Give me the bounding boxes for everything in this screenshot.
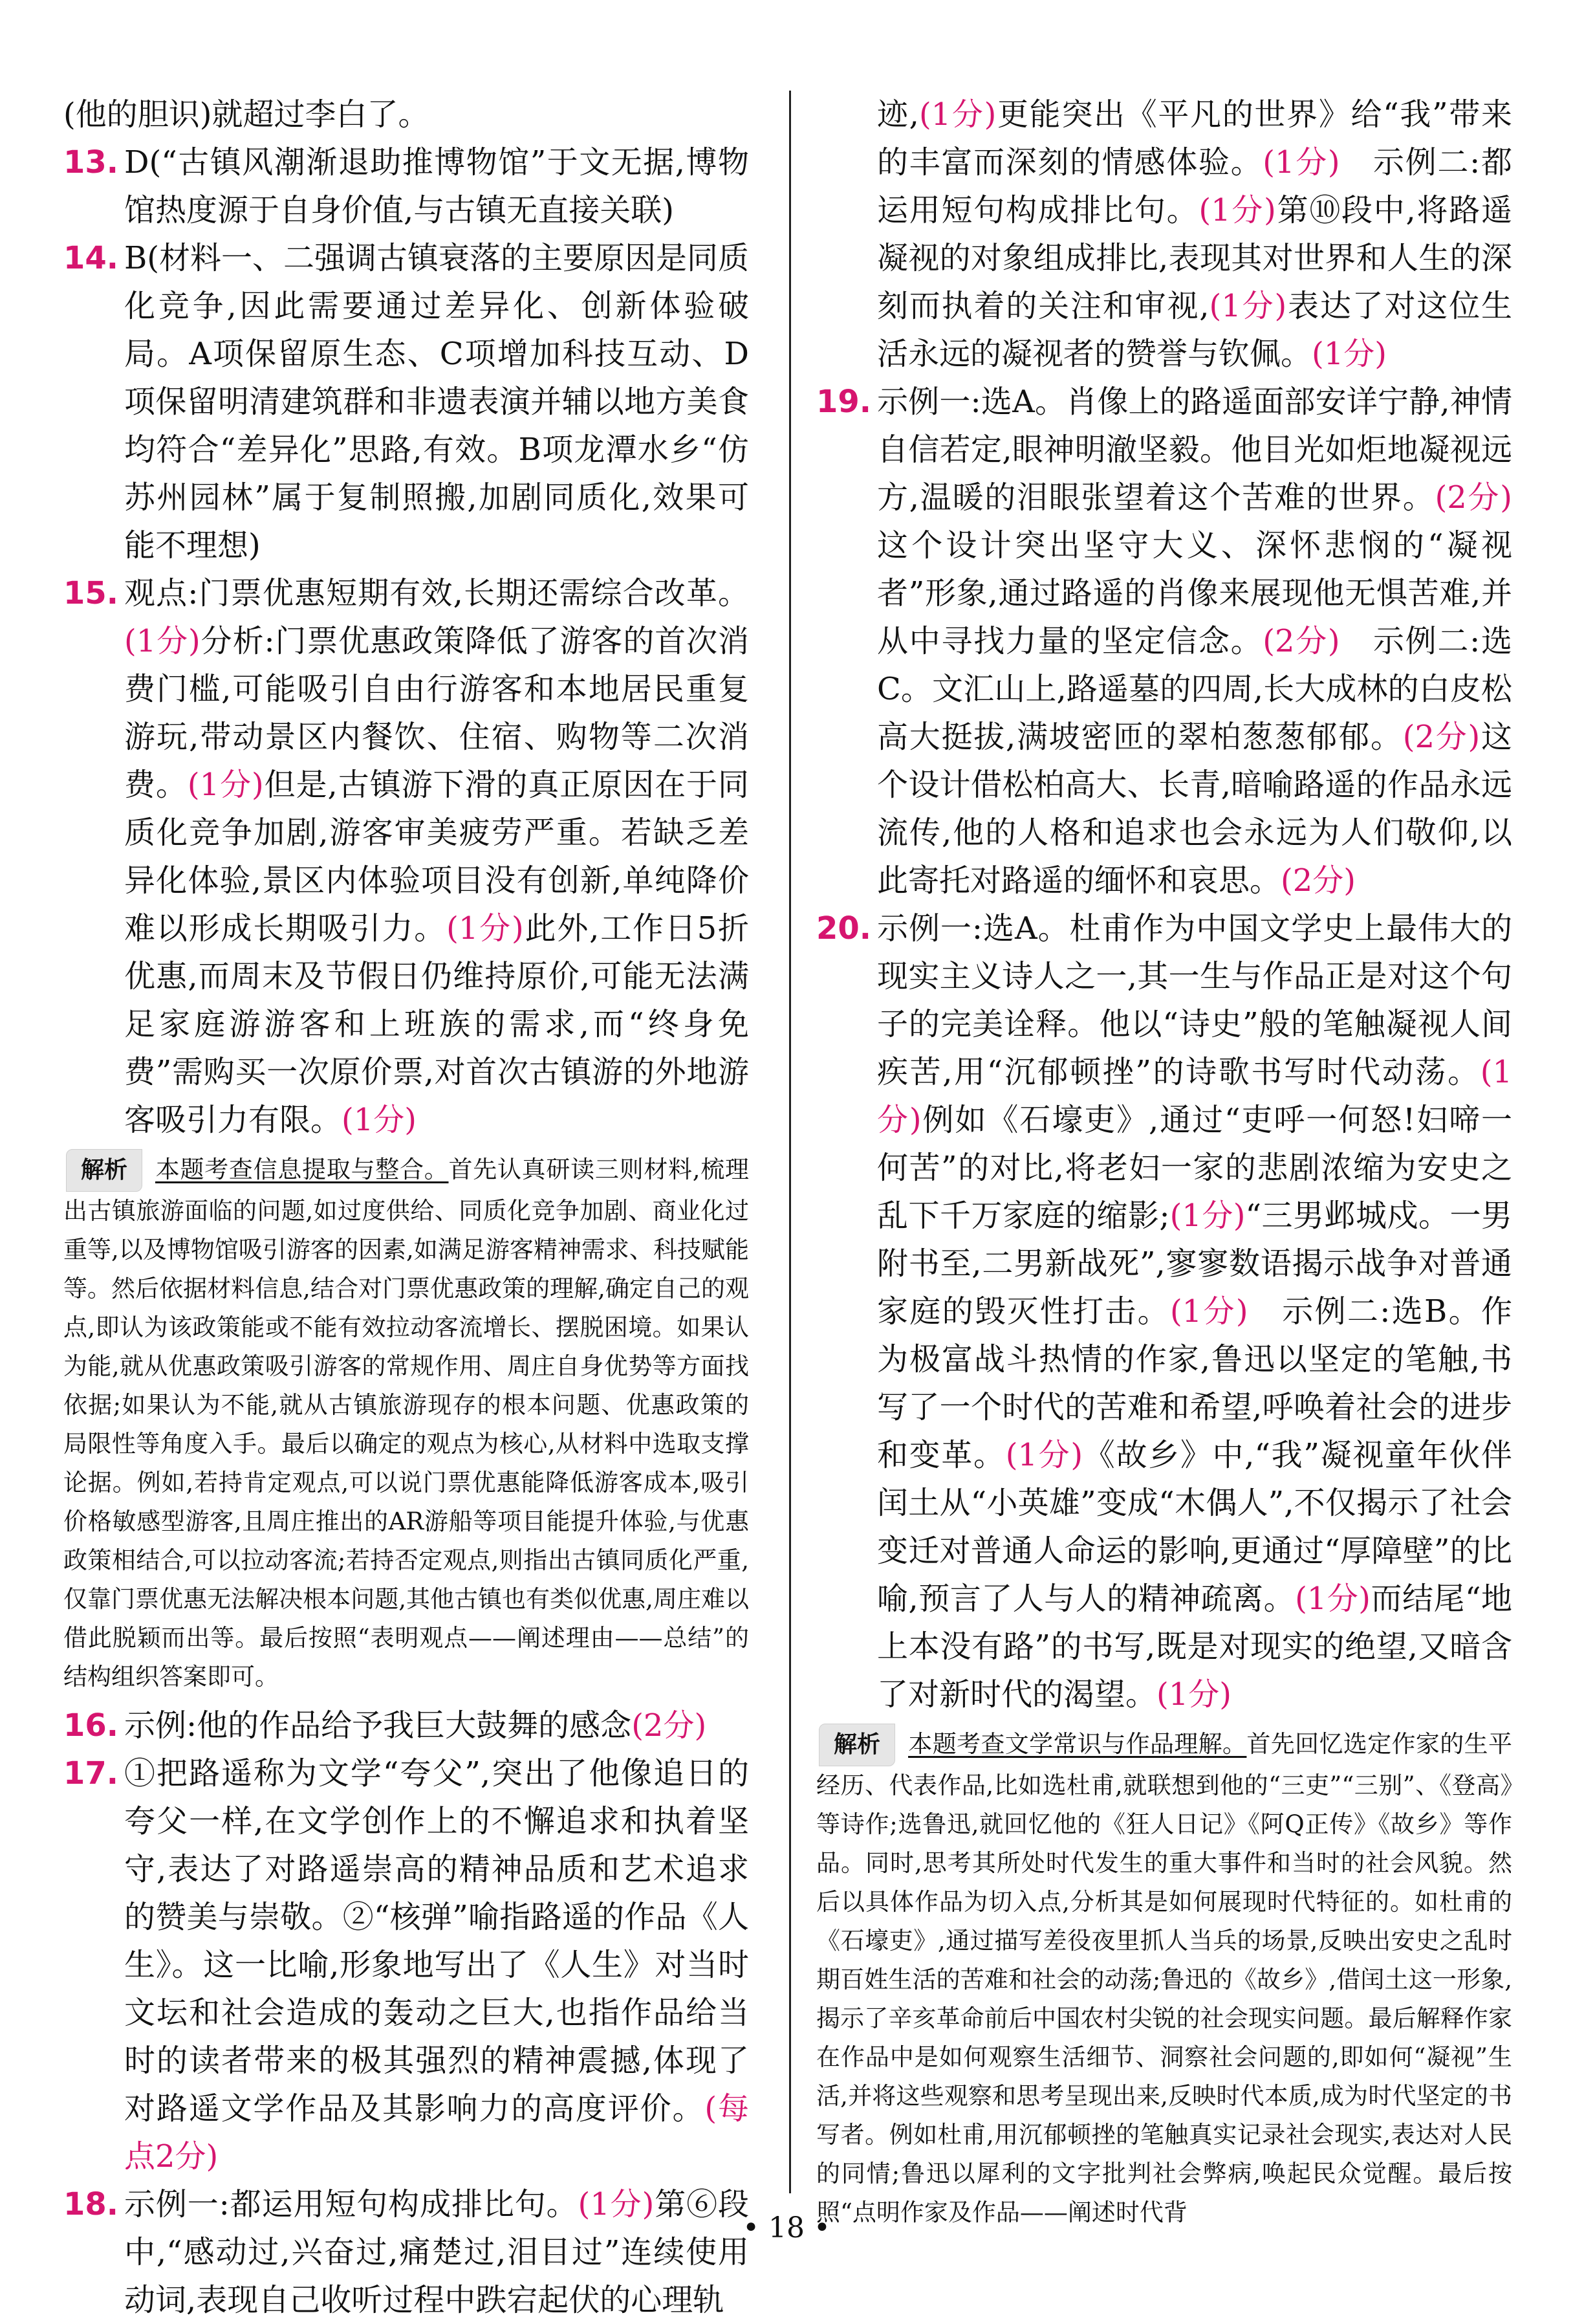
answer-text: 这个设计借松柏高大、长青,暗喻路遥的作品永远流传,他的人格和追求也会永远为人们敬仰,以此寄托对路遥的缅怀和哀思。 [877, 719, 1512, 899]
question-number: 19. [816, 384, 872, 420]
score-mark: (2分) [631, 1707, 707, 1744]
score-mark: (1分) [1156, 1676, 1232, 1713]
question-number: 14. [63, 240, 119, 276]
answer-text: 但是,古镇游下滑的真正原因在于同质化竞争加剧,游客审美疲劳严重。若缺乏差异化体验,景区内体验项目没有创新,单纯降价难以形成长期吸引力。 [124, 767, 749, 947]
analysis-block-2 [816, 1724, 1512, 2232]
score-mark: (1分) [446, 910, 524, 947]
question-number: 20. [816, 910, 872, 947]
answer-text: 此外,工作日5折优惠,而周末及节假日仍维持原价,可能无法满足家庭游游客和上班族的需求,而“终身免费”需购买一次原价票,对首次古镇游的外地游客吸引力有限。 [124, 910, 749, 1138]
right-column [816, 91, 1512, 2237]
score-mark: (1分) [1295, 1581, 1371, 1617]
score-mark: (1分) [578, 2186, 655, 2222]
score-mark: (1分) [1169, 1198, 1246, 1234]
answer-text: D(“古镇风潮渐退助推博物馆”于文无据,博物馆热度源于自身价值,与古镇无直接关联) [124, 144, 749, 228]
left-column [63, 91, 749, 2324]
answer-text: 示例二:都运用短句构成排比句。 [877, 144, 1512, 228]
answer-text: B(材料一、二强调古镇衰落的主要原因是同质化竞争,因此需要通过差异化、创新体验破局。A项保留原生态、C项增加科技互动、D项保留明清建筑群和非遗表演并辅以地方美食均符合“差异化”思路,有效。B项龙潭水乡“仿苏州园林”属于复制照搬,加剧同质化,效果可能不理想) [124, 240, 750, 564]
answer-text: 迹, [877, 96, 919, 133]
answer-text: ①把路遥称为文学“夸父”,突出了他像追日的夸父一样,在文学创作上的不懈追求和执着坚守,表达了对路遥崇高的精神品质和艺术追求的赞美与崇敬。②“核弹”喻指路遥的作品《人生》。这一比喻,形象地写出了《人生》对当时文坛和社会造成的轰动之巨大,也指作品给当时的读者带来的极其强烈的精神震撼,体现了对路遥文学作品及其影响力的高度评价。 [124, 1755, 749, 2127]
question-number: 17. [63, 1755, 119, 1792]
answer-text: 示例一:选A。杜甫作为中国文学史上最伟大的现实主义诗人之一,其一生与作品正是对这个句子的完美诠释。他以“诗史”般的笔触凝视人间疾苦,用“沉郁顿挫”的诗歌书写时代动荡。 [877, 910, 1512, 1090]
score-mark: (1分) [918, 96, 997, 133]
answer-text: 示例一:选A。肖像上的路遥面部安详宁静,神情自信若定,眼神明澈坚毅。他目光如炬地凝视远方,温暖的泪眼张望着这个苦难的世界。 [877, 384, 1512, 516]
answer-text: 《故乡》中,“我”凝视童年伙伴闰土从“小英雄”变成“木偶人”,不仅揭示了社会变迁对普通人命运的影响,更通过“厚障壁”的比喻,预言了人与人的精神疏离。 [877, 1437, 1512, 1617]
answer-text: 示例:他的作品给予我巨大鼓舞的感念 [124, 1707, 632, 1744]
analysis-lead: 本题考查信息提取与整合。 [155, 1156, 449, 1183]
question-18 [63, 2180, 749, 2324]
question-13 [63, 138, 749, 234]
analysis-text: 首先认真研读三则材料,梳理出古镇旅游面临的问题,如过度供给、同质化竞争加剧、商业化过重等,以及博物馆吸引游客的因素,如满足游客精神需求、科技赋能等。然后依据材料信息,结合对门票优惠政策的理解,确定自己的观点,即认为该政策能或不能有效拉动客流增长、摆脱困境。如果认为能,就从优惠政策吸引游客的常规作用、周庄自身优势等方面找依据;如果认为不能,就从古镇旅游现存的根本问题、优惠政策的局限性等角度入手。最后以确定的观点为核心,从材料中选取支撑论据。例如,若持肯定观点,可以说门票优惠能降低游客成本,吸引价格敏感型游客,且周庄推出的AR游船等项目能提升体验,与优惠政策相结合,可以拉动客流;若持否定观点,则指出古镇同质化严重,仅靠门票优惠无法解决根本问题,其他古镇也有类似优惠,周庄难以借此脱颖而出等。最后按照“表明观点——阐述理由——总结”的结构组织答案即可。 [63, 1156, 750, 1691]
score-mark: (每点2分) [124, 2090, 749, 2175]
question-19 [816, 378, 1512, 904]
score-mark: (1分) [1199, 192, 1276, 228]
analysis-tag: 解析 [819, 1724, 895, 1766]
analysis-lead: 本题考查文学常识与作品理解。 [908, 1730, 1247, 1758]
score-mark: (1分) [1005, 1437, 1083, 1473]
answer-text: 示例一:都运用短句构成排比句。 [124, 2186, 578, 2222]
score-mark: (1分) [877, 1054, 1512, 1138]
analysis-text: 首先回忆选定作家的生平经历、代表作品,比如选杜甫,就联想到他的“三吏”“三别”、《登高》等诗作;选鲁迅,就回忆他的《狂人日记》《阿Q正传》《故乡》等作品。同时,思考其所处时代发生的重大事件和当时的社会风貌。然后以具体作品为切入点,分析其是如何展现时代特征的。如杜甫的《石壕吏》,通过描写差役夜里抓人当兵的场景,反映出安史之乱时期百姓生活的苦难和社会的动荡;鲁迅的《故乡》,借闰土这一形象,揭示了辛亥革命前后中国农村尖锐的社会现实问题。最后解释作家在作品中是如何观察生活细节、洞察社会问题的,即如何“凝视”生活,并将这些观察和思考呈现出来,反映时代本质,成为时代坚定的书写者。例如杜甫,用沉郁顿挫的笔触真实记录社会现实,表达对人民的同情;鲁迅以犀利的文字批判社会弊病,唤起民众觉醒。最后按照“点明作家及作品——阐述时代背 [816, 1730, 1512, 2226]
analysis-tag: 解析 [66, 1149, 142, 1192]
answer-text: 表达了对这位生活永远的凝视者的赞誉与钦佩。 [877, 288, 1512, 372]
answer-text: 示例二:选C。文汇山上,路遥墓的四周,长大成林的白皮松高大挺拔,满坡密匝的翠柏葱葱郁郁。 [877, 623, 1512, 755]
question-number: 18. [63, 2186, 119, 2222]
question-18-continued [816, 91, 1512, 378]
score-mark: (1分) [1312, 336, 1387, 372]
answer-text: 第⑥段中,“感动过,兴奋过,痛楚过,泪目过”连续使用动词,表现自己收听过程中跌宕起伏的心理轨 [124, 2186, 749, 2318]
question-number: 16. [63, 1707, 119, 1744]
question-17 [63, 1749, 749, 2180]
score-mark: (1分) [1169, 1293, 1248, 1330]
answer-text: 而结尾“地上本没有路”的书写,既是对现实的绝望,又暗含了对新时代的渴望。 [877, 1581, 1512, 1713]
score-mark: (1分) [342, 1102, 417, 1138]
page-number: • 18 • [743, 2211, 830, 2244]
answer-text: 观点:门票优惠短期有效,长期还需综合改革。 [124, 575, 749, 611]
column-divider [789, 91, 791, 2193]
score-mark: (2分) [1435, 479, 1512, 516]
answer-text: 示例二:选B。作为极富战斗热情的作家,鲁迅以坚定的笔触,书写了一个时代的苦难和希望,呼唤着社会的进步和变革。 [877, 1293, 1512, 1473]
question-20 [816, 904, 1512, 1718]
question-number: 15. [63, 575, 119, 611]
question-number: 13. [63, 144, 119, 181]
answer-text: 更能突出《平凡的世界》给“我”带来的丰富而深刻的情感体验。 [877, 96, 1512, 181]
answer-text: 第⑩段中,将路遥凝视的对象组成排比,表现其对世界和人生的深刻而执着的关注和审视, [877, 192, 1512, 324]
score-mark: (1分) [1209, 288, 1287, 324]
answer-text: 分析:门票优惠政策降低了游客的首次消费门槛,可能吸引自由行游客和本地居民重复游玩,带动景区内餐饮、住宿、购物等二次消费。 [124, 623, 749, 803]
answer-text: 这个设计突出坚守大义、深怀悲悯的“凝视者”形象,通过路遥的肖像来展现他无惧苦难,并从中寻找力量的坚定信念。 [877, 527, 1512, 659]
answer-text: “三男邺城戍。一男附书至,二男新战死”,寥寥数语揭示战争对普通家庭的毁灭性打击。 [877, 1198, 1512, 1330]
question-14 [63, 234, 749, 569]
question-16 [63, 1702, 749, 1749]
score-mark: (2分) [1281, 862, 1356, 899]
score-mark: (1分) [187, 767, 264, 803]
question-15 [63, 569, 749, 1144]
analysis-block-1 [63, 1149, 749, 1696]
answer-text: 例如《石壕吏》,通过“吏呼一何怒!妇啼一何苦”的对比,将老妇一家的悲剧浓缩为安史之乱下千万家庭的缩影; [877, 1102, 1512, 1234]
score-mark: (1分) [124, 623, 201, 659]
score-mark: (2分) [1402, 719, 1481, 755]
score-mark: (2分) [1263, 623, 1340, 659]
intro-line: (他的胆识)就超过李白了。 [63, 96, 429, 133]
score-mark: (1分) [1263, 144, 1340, 181]
